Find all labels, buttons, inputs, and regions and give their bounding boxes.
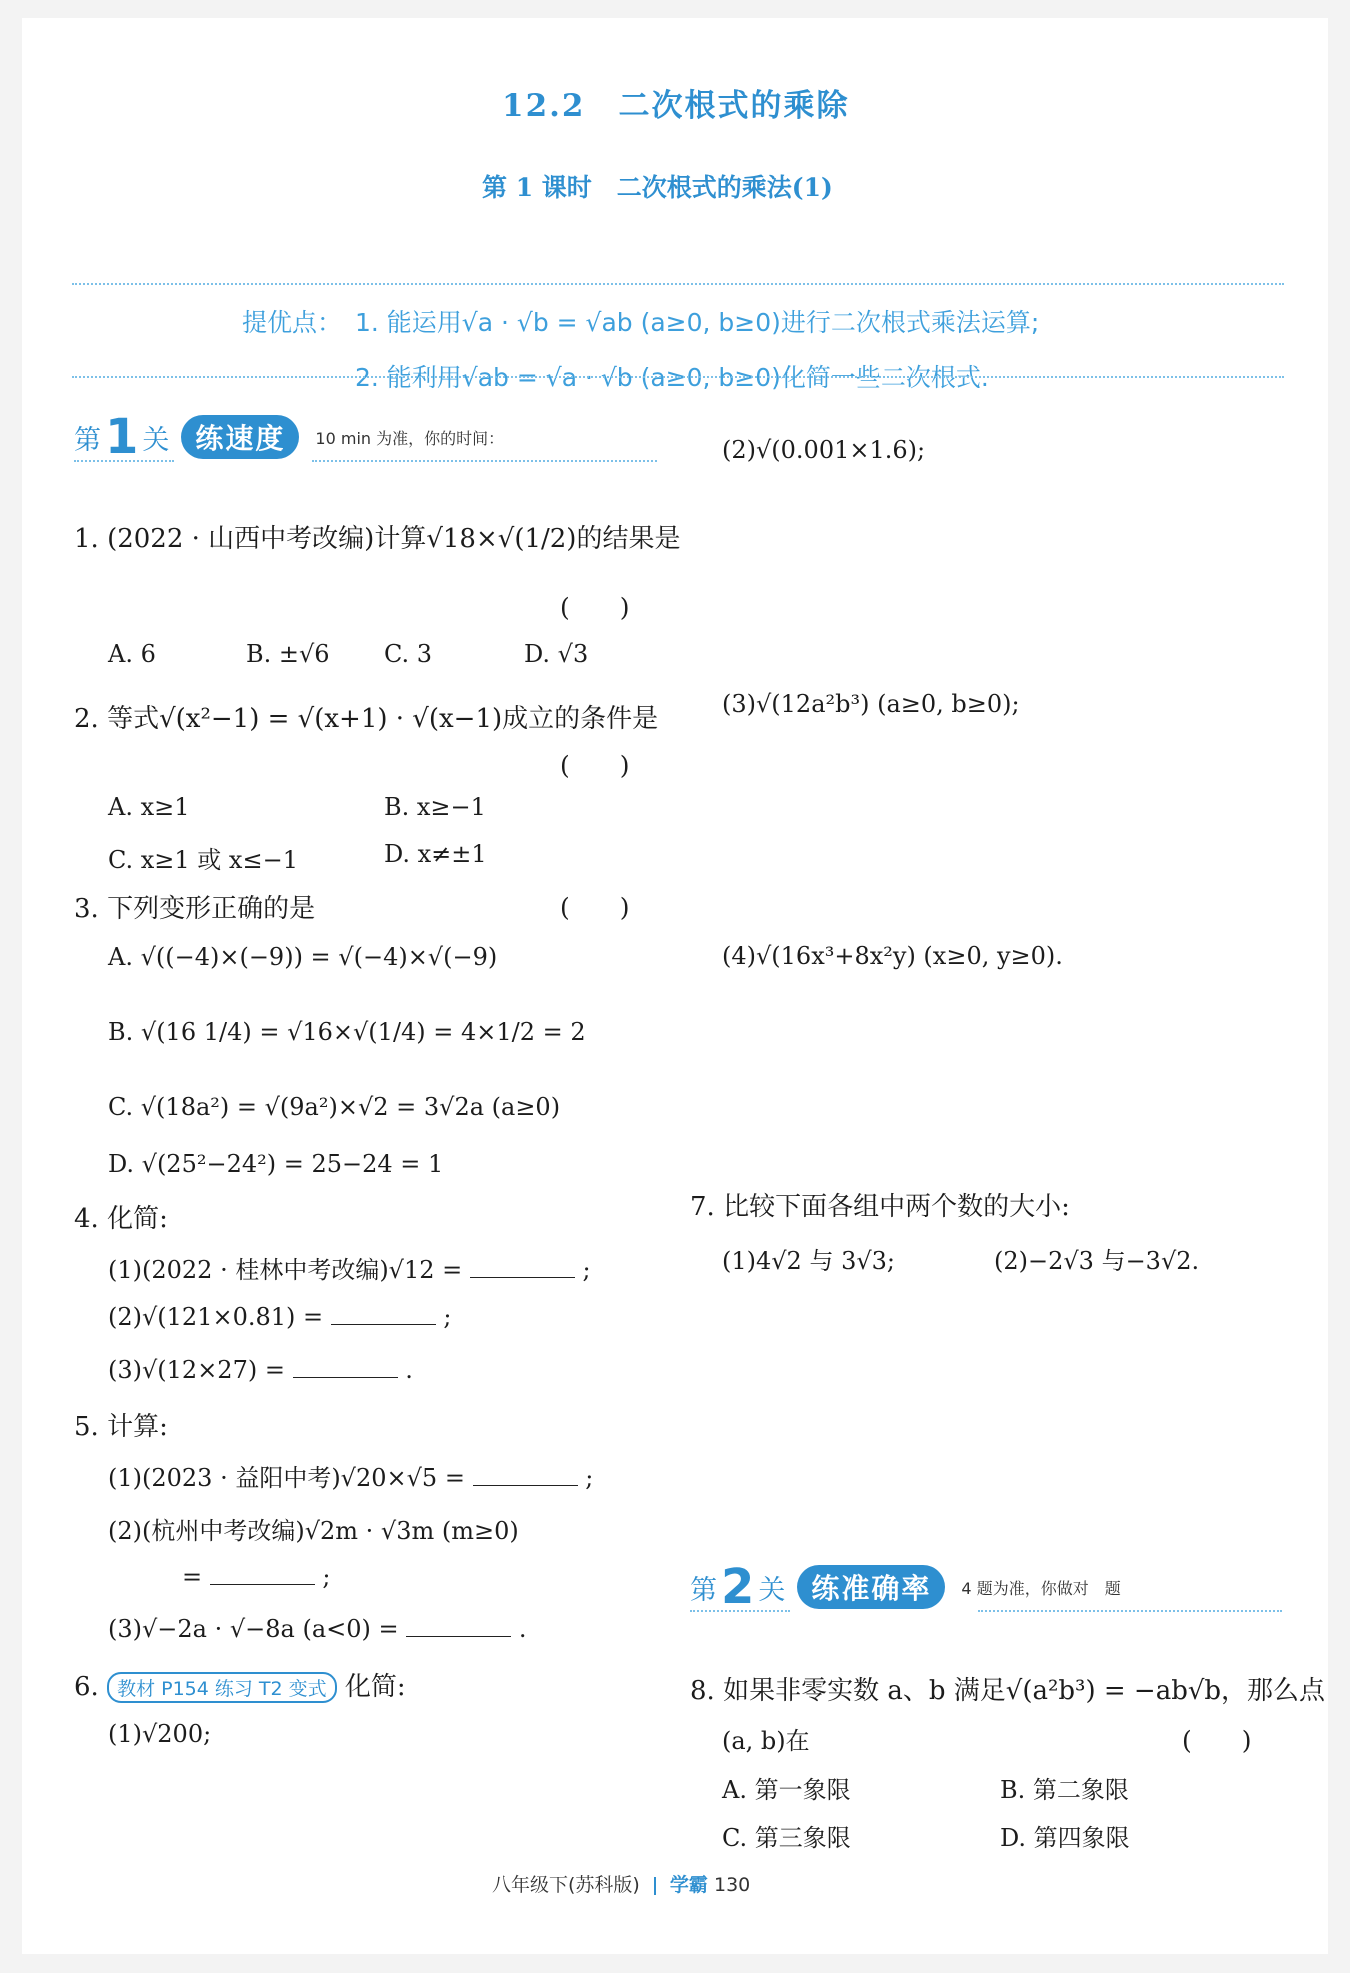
footer-page-number: 130 — [713, 1874, 751, 1896]
q1-option-d: D. √3 — [524, 640, 589, 668]
q4-part-2-semicolon: ; — [443, 1303, 452, 1331]
section-2-guan: 关 — [758, 1574, 786, 1606]
q4-part-3 — [108, 1356, 413, 1384]
footer-brand: 学霸 — [669, 1874, 708, 1896]
q8-option-c: C. 第三象限 — [722, 1824, 851, 1852]
q1-stem: 1. (2022 · 山西中考改编)计算√18×√(1/2)的结果是 — [74, 524, 681, 554]
q4-part-3-text: (3)√(12×27) = — [108, 1356, 285, 1384]
q2-option-c: C. x≥1 或 x≤−1 — [108, 846, 298, 874]
q8-answer-paren: ( ) — [1182, 1726, 1252, 1755]
q4-part-1-semicolon: ; — [582, 1256, 591, 1284]
section-1-time-line — [312, 460, 657, 462]
q2-option-a: A. x≥1 — [108, 793, 190, 821]
q1-option-c: C. 3 — [384, 640, 433, 668]
workbook-page — [22, 18, 1328, 1954]
q7-part-1: (1)4√2 与 3√3; — [722, 1247, 896, 1275]
q8-stem-cont: (a, b)在 — [722, 1727, 810, 1755]
q5-part-2-blank[interactable] — [210, 1584, 315, 1585]
footer-separator — [654, 1877, 656, 1895]
section-1-banner — [74, 409, 505, 465]
q2-option-b: B. x≥−1 — [384, 793, 486, 821]
section-2-banner — [690, 1559, 1121, 1615]
q5-part-3-text: (3)√−2a · √−8a (a<0) = — [108, 1615, 399, 1643]
q4-part-3-period: . — [405, 1356, 413, 1384]
section-1-pill: 练速度 — [181, 415, 299, 459]
goal-item-1: 1. 能运用√a · √b = √ab (a≥0, b≥0)进行二次根式乘法运算; — [355, 308, 1040, 337]
q4-part-1 — [108, 1250, 591, 1285]
q6-part-3: (3)√(12a²b³) (a≥0, b≥0); — [722, 690, 1020, 718]
q5-part-3 — [108, 1615, 527, 1643]
q5-part-2-semicolon: ; — [322, 1563, 331, 1591]
section-2-underline — [690, 1610, 790, 1612]
lesson-subtitle: 第 1 课时 二次根式的乘法(1) — [482, 173, 833, 202]
q4-part-1-blank[interactable] — [470, 1277, 575, 1278]
q7-stem: 7. 比较下面各组中两个数的大小: — [690, 1192, 1070, 1222]
q4-part-3-blank[interactable] — [293, 1377, 398, 1378]
q3-option-d: D. √(25²−24²) = 25−24 = 1 — [108, 1150, 444, 1178]
q5-part-2-equals: = — [182, 1563, 203, 1591]
q6-part-4: (4)√(16x³+8x²y) (x≥0, y≥0). — [722, 942, 1063, 970]
section-2-score-line — [978, 1610, 1282, 1612]
section-1-number: 1 — [105, 409, 139, 465]
goal-item-2: 2. 能利用√ab = √a · √b (a≥0, b≥0)化简一些二次根式. — [355, 363, 989, 392]
q4-part-2-text: (2)√(121×0.81) = — [108, 1303, 324, 1331]
footer-grade: 八年级下(苏科版) — [492, 1874, 640, 1896]
section-1-di: 第 — [74, 424, 101, 456]
q3-stem: 3. 下列变形正确的是 — [74, 894, 316, 924]
q5-part-2-result — [182, 1563, 330, 1591]
page-footer — [492, 1870, 750, 1897]
q5-part-3-period: . — [518, 1615, 527, 1643]
q6-number: 6. — [74, 1672, 99, 1702]
section-1-underline — [74, 460, 174, 462]
goals-bottom-rule — [72, 376, 1284, 378]
q5-part-1-text: (1)(2023 · 益阳中考)√20×√5 = — [108, 1464, 465, 1492]
q6-part-1: (1)√200; — [108, 1720, 212, 1748]
q8-option-a: A. 第一象限 — [722, 1776, 851, 1804]
q3-answer-paren: ( ) — [560, 893, 630, 922]
goals-label: 提优点： — [242, 308, 343, 337]
q2-stem: 2. 等式√(x²−1) = √(x+1) · √(x−1)成立的条件是 — [74, 704, 659, 734]
q4-part-1-text: (1)(2022 · 桂林中考改编)√12 = — [108, 1256, 463, 1284]
q2-option-d: D. x≠±1 — [384, 840, 487, 868]
q5-part-1-semicolon: ; — [585, 1464, 594, 1492]
q5-stem: 5. 计算: — [74, 1412, 168, 1442]
q5-part-3-blank[interactable] — [406, 1636, 511, 1637]
section-1-guan: 关 — [142, 424, 170, 456]
q6-stem: 化简: — [344, 1672, 406, 1702]
section-2-di: 第 — [690, 1574, 717, 1606]
q5-part-1-blank[interactable] — [473, 1485, 578, 1486]
q7-part-2: (2)−2√3 与−3√2. — [994, 1247, 1200, 1275]
q6-part-2: (2)√(0.001×1.6); — [722, 436, 926, 464]
q3-option-a: A. √((−4)×(−9)) = √(−4)×√(−9) — [108, 943, 498, 971]
q3-option-c: C. √(18a²) = √(9a²)×√2 = 3√2a (a≥0) — [108, 1093, 561, 1121]
section-2-pill: 练准确率 — [797, 1565, 945, 1609]
q4-stem: 4. 化简: — [74, 1204, 168, 1234]
q8-option-d: D. 第四象限 — [1000, 1824, 1130, 1852]
q4-part-2 — [108, 1303, 451, 1331]
q5-part-1 — [108, 1458, 593, 1493]
q4-part-2-blank[interactable] — [331, 1324, 436, 1325]
q6-header — [74, 1666, 406, 1703]
q1-option-a: A. 6 — [108, 640, 156, 668]
q1-option-b: B. ±√6 — [246, 640, 330, 668]
q8-option-b: B. 第二象限 — [1000, 1776, 1129, 1804]
q8-stem: 8. 如果非零实数 a、b 满足√(a²b³) = −ab√b，那么点 — [690, 1676, 1326, 1706]
q5-part-2: (2)(杭州中考改编)√2m · √3m (m≥0) — [108, 1517, 519, 1545]
section-2-note: 4 题为准，你做对 题 — [961, 1578, 1121, 1598]
q2-answer-paren: ( ) — [560, 751, 630, 780]
section-2-number: 2 — [721, 1559, 755, 1615]
goals-top-rule — [72, 283, 1284, 285]
q6-textbook-tag: 教材 P154 练习 T2 变式 — [107, 1672, 337, 1703]
section-title: 12.2 二次根式的乘除 — [502, 88, 850, 124]
q3-option-b: B. √(16 1/4) = √16×√(1/4) = 4×1/2 = 2 — [108, 1018, 586, 1046]
section-1-note: 10 min 为准，你的时间： — [315, 428, 505, 448]
q1-answer-paren: ( ) — [560, 593, 630, 622]
